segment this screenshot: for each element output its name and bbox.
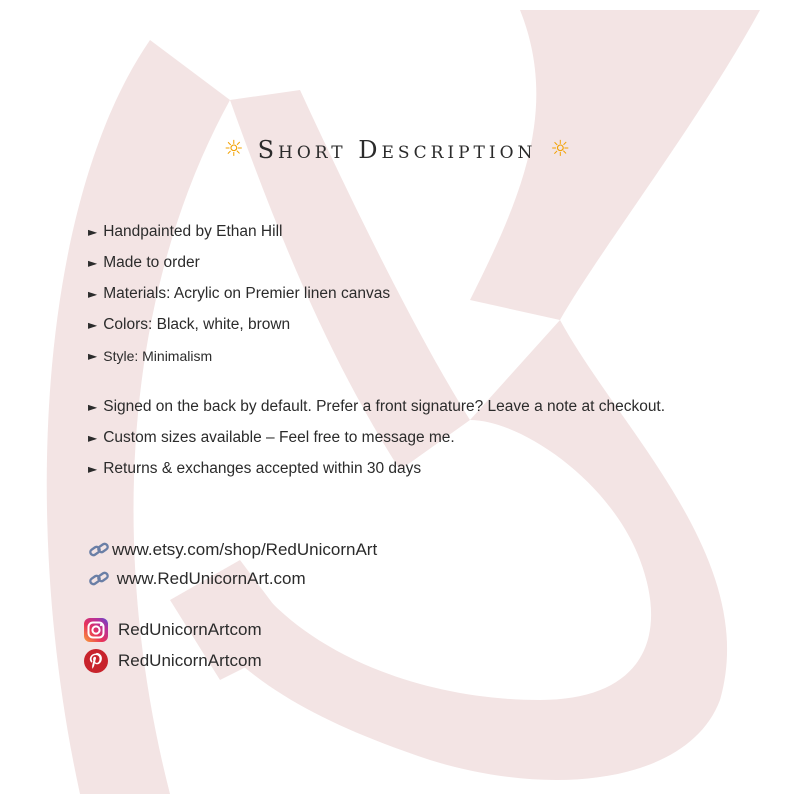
website-link[interactable] [88,564,377,593]
sun-icon: ☼ [223,137,244,162]
etsy-link[interactable] [88,535,377,564]
arrow-right-icon: ► [88,286,98,301]
list-item [88,309,788,340]
arrow-right-icon: ► [88,348,98,363]
list-item-text: Signed on the back by default. Prefer a front signature? Leave a note at checkout. [103,397,666,415]
list-item [88,340,788,371]
pinterest-handle: RedUnicornArtcom [118,650,262,670]
website-link-text: www.RedUnicornArt.com [112,568,306,588]
arrow-right-icon: ► [88,224,98,239]
social-list [84,614,262,676]
list-item-text: Custom sizes available – Feel free to message me. [103,428,455,446]
sun-icon: ☼ [550,137,571,162]
arrow-right-icon: ► [88,317,98,332]
link-list [88,535,377,593]
arrow-right-icon: ► [88,430,98,445]
list-item [88,391,788,422]
list-item-text: Handpainted by Ethan Hill [103,222,283,240]
list-item-text: Returns & exchanges accepted within 30 days [103,459,422,477]
list-item-text: Colors: Black, white, brown [103,315,291,333]
list-item-text: Style: Minimalism [103,347,213,364]
bullet-list [88,216,788,484]
list-item-text: Materials: Acrylic on Premier linen canvas [103,284,391,302]
instagram-link[interactable] [84,614,262,645]
arrow-right-icon: ► [88,255,98,270]
list-item [88,216,788,247]
title-row [0,136,794,164]
link-icon [88,571,110,587]
etsy-link-text: www.etsy.com/shop/RedUnicornArt [112,539,378,559]
instagram-icon [84,618,108,642]
list-item [88,422,788,453]
pinterest-icon [84,649,108,673]
instagram-handle: RedUnicornArtcom [118,619,262,639]
list-item [88,247,788,278]
list-item [88,453,788,484]
pinterest-link[interactable] [84,645,262,676]
arrow-right-icon: ► [88,461,98,476]
list-item [88,278,788,309]
page-title: Short Description [257,136,537,164]
arrow-right-icon: ► [88,399,98,414]
link-icon [88,542,110,558]
list-item-text: Made to order [103,253,200,271]
